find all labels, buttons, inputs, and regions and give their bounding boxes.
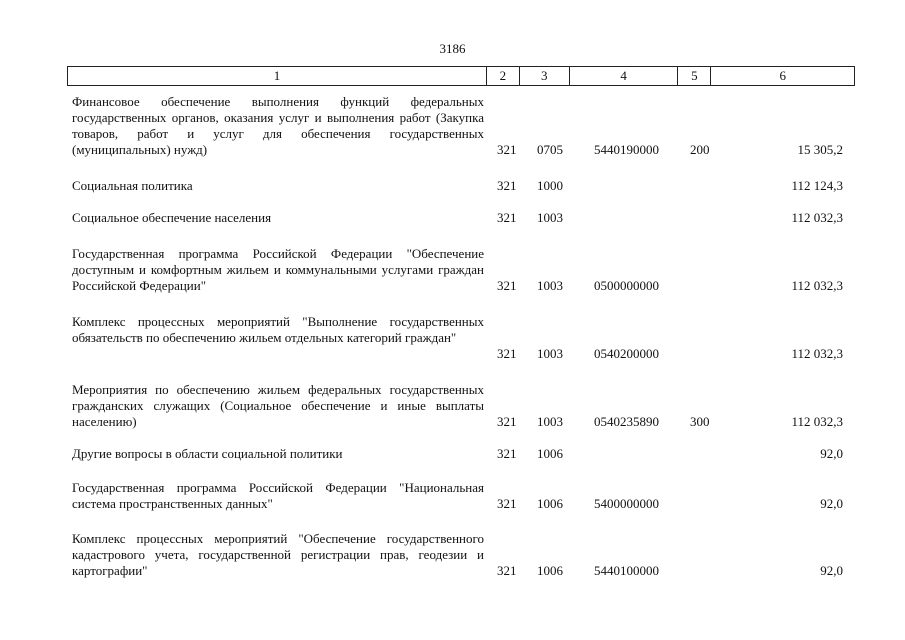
table-row bbox=[0, 382, 905, 430]
row-name: Финансовое обеспечение выполнения функций федеральных государственных органов, оказания услуг и выполнения работ (Закупка товаров, работ и услуг для обеспечения государственных (муниципальных) нужд) bbox=[72, 94, 484, 157]
table-row bbox=[0, 531, 905, 579]
row-admin-code: 321 bbox=[497, 278, 517, 293]
header-col-5: 5 bbox=[678, 67, 711, 85]
row-admin-code: 321 bbox=[497, 142, 517, 157]
row-sum: 112 032,3 bbox=[791, 210, 843, 225]
row-expense-type: 300 bbox=[690, 414, 710, 429]
row-admin-code: 321 bbox=[497, 446, 517, 461]
row-name: Социальная политика bbox=[72, 178, 193, 193]
header-col-4: 4 bbox=[570, 67, 679, 85]
header-col-1: 1 bbox=[68, 67, 487, 85]
row-expense-type: 200 bbox=[690, 142, 710, 157]
table-row bbox=[0, 246, 905, 294]
row-target-article: 0500000000 bbox=[594, 278, 659, 293]
row-name: Государственная программа Российской Федерации "Национальная система пространственных данных" bbox=[72, 480, 484, 511]
row-sum: 15 305,2 bbox=[797, 142, 843, 157]
row-section-code: 1003 bbox=[537, 414, 563, 429]
row-section-code: 1003 bbox=[537, 346, 563, 361]
table-row bbox=[0, 480, 905, 512]
row-section-code: 0705 bbox=[537, 142, 563, 157]
row-target-article: 5440100000 bbox=[594, 563, 659, 578]
row-admin-code: 321 bbox=[497, 346, 517, 361]
table-row bbox=[0, 314, 905, 362]
row-sum: 112 032,3 bbox=[791, 346, 843, 361]
row-section-code: 1000 bbox=[537, 178, 563, 193]
table-row bbox=[0, 178, 905, 194]
row-admin-code: 321 bbox=[497, 496, 517, 511]
header-col-3: 3 bbox=[520, 67, 570, 85]
row-sum: 92,0 bbox=[820, 446, 843, 461]
row-admin-code: 321 bbox=[497, 210, 517, 225]
row-name: Социальное обеспечение населения bbox=[72, 210, 272, 225]
table-row bbox=[0, 94, 905, 158]
table-row bbox=[0, 210, 905, 226]
row-section-code: 1006 bbox=[537, 563, 563, 578]
row-section-code: 1003 bbox=[537, 278, 563, 293]
row-section-code: 1003 bbox=[537, 210, 563, 225]
page-number: 3186 bbox=[439, 41, 466, 56]
row-name: Государственная программа Российской Федерации "Обеспечение доступным и комфортным жильем и коммунальными услугами граждан Российской Федерации" bbox=[72, 246, 484, 293]
row-admin-code: 321 bbox=[497, 178, 517, 193]
table-row bbox=[0, 446, 905, 462]
row-sum: 112 032,3 bbox=[791, 278, 843, 293]
row-target-article: 5440190000 bbox=[594, 142, 659, 157]
row-name: Комплекс процессных мероприятий "Обеспечение государственного кадастрового учета, государственной регистрации прав, геодезии и картографии" bbox=[72, 531, 484, 578]
row-target-article: 0540235890 bbox=[594, 414, 659, 429]
row-sum: 112 032,3 bbox=[791, 414, 843, 429]
row-admin-code: 321 bbox=[497, 414, 517, 429]
row-admin-code: 321 bbox=[497, 563, 517, 578]
row-name: Комплекс процессных мероприятий "Выполнение государственных обязательств по обеспечению жильем отдельных категорий граждан" bbox=[72, 314, 484, 345]
row-sum: 92,0 bbox=[820, 496, 843, 511]
row-name: Мероприятия по обеспечению жильем федеральных государственных гражданских служащих (Социальное обеспечение и иные выплаты населению) bbox=[72, 382, 484, 429]
table-header bbox=[67, 66, 855, 86]
header-col-6: 6 bbox=[779, 68, 786, 83]
row-target-article: 0540200000 bbox=[594, 346, 659, 361]
row-section-code: 1006 bbox=[537, 446, 563, 461]
row-sum: 112 124,3 bbox=[791, 178, 843, 193]
row-name: Другие вопросы в области социальной политики bbox=[72, 446, 343, 461]
header-col-2: 2 bbox=[487, 67, 520, 85]
row-target-article: 5400000000 bbox=[594, 496, 659, 511]
row-section-code: 1006 bbox=[537, 496, 563, 511]
row-sum: 92,0 bbox=[820, 563, 843, 578]
